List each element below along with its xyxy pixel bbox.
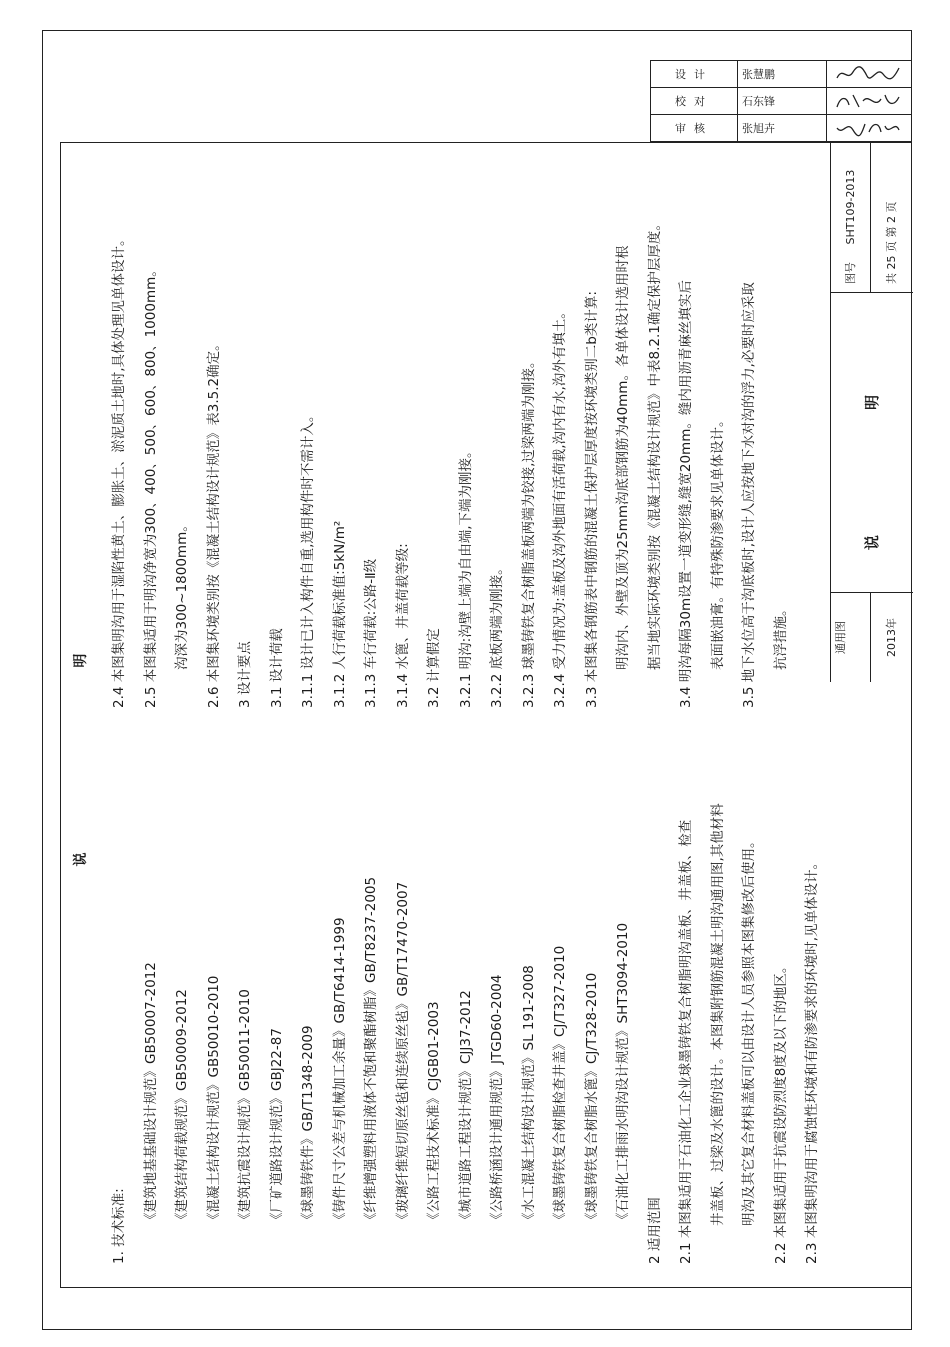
paragraph-line: 据当地实际环境类别按《混凝土结构设计规范》中表8.2.1确定保护层厚度。 <box>646 217 663 670</box>
standard-item: 《纤维增强塑料用液体不饱和聚酯树脂》GB/T8237-2005 <box>363 876 379 1226</box>
paragraph-line: 2.1 本图集适用于石油化工企业球墨铸铁复合树脂明沟盖板、井盖板、检查 <box>678 819 694 1264</box>
paragraph-line: 沟深为300~1800mm。 <box>174 518 190 670</box>
standard-item: 《建筑抗震设计规范》GB50011-2010 <box>237 989 253 1226</box>
standard-item: 《建筑结构荷载规范》GB50009-2012 <box>174 989 190 1226</box>
section-heading: 1. 技术标准: <box>111 1188 127 1264</box>
standard-item: 《城市道路工程设计规范》CJJ37-2012 <box>457 990 474 1226</box>
paragraph-line: 3.2.2 底板两端为刚接。 <box>489 561 505 708</box>
section-heading: 3 设计要点 <box>237 641 253 708</box>
paragraph-line: 明沟内、外壁及顶为25mm沟底部钢筋为40mm。各单体设计选用时根 <box>615 245 631 670</box>
paragraph-line: 抗浮措施。 <box>772 602 789 670</box>
person-name: 石东锋 <box>738 88 827 115</box>
paragraph-line: 3.2.3 球墨铸铁复合树脂盖板两端为铰接,过梁两端为刚接。 <box>520 354 537 708</box>
code-label: 图号 <box>844 262 857 284</box>
atlas-label <box>831 592 871 682</box>
section-heading: 2 适用范围 <box>646 1197 663 1264</box>
paragraph-line: 3.2.1 明沟:沟壁上端为自由端,下端为刚接。 <box>457 444 474 708</box>
standard-item: 《铸件尺寸公差与机械加工余量》GB/T6414-1999 <box>331 917 348 1226</box>
title-block <box>830 142 912 682</box>
standard-item: 《公路工程技术标准》CJGB01-2003 <box>426 1001 442 1226</box>
right-column <box>104 148 797 708</box>
standard-item: 《球墨铸铁复合树脂检查井盖》CJ/T327-2010 <box>552 945 568 1226</box>
person-name: 张旭卉 <box>738 115 827 142</box>
signature-row <box>651 88 912 115</box>
role-label: 校对 <box>651 88 738 115</box>
standard-item: 《厂矿道路设计规范》GBJ22-87 <box>268 1028 285 1226</box>
signature-row <box>651 61 912 88</box>
paragraph-line: 3.1.2 人行荷载标准值:5kN/m² <box>331 520 348 708</box>
paragraph-line: 表面嵌油膏。有特殊防渗要求见单体设计。 <box>709 413 726 670</box>
role-label: 审核 <box>651 115 738 142</box>
paragraph-line: 3.2.4 受力情况为:盖板及沟外地面有活荷载,沟内有水,沟外有填土。 <box>552 305 568 708</box>
drawing-code-cell <box>831 142 871 292</box>
paragraph-line: 3.4 明沟每隔30m设置一道变形缝,缝宽20mm。缝内用沥青麻丝填实后 <box>678 280 694 708</box>
standard-item: 《公路桥涵设计通用规范》JTGD60-2004 <box>489 974 505 1226</box>
paragraph-line: 3.1 设计荷载 <box>268 628 285 708</box>
paragraph-line: 2.4 本图集明沟用于湿陷性黄土、膨胀土、淤泥质土地时,具体处理见单体设计。 <box>111 232 127 708</box>
person-name: 张慧鹏 <box>738 61 827 88</box>
role-label: 设计 <box>651 61 738 88</box>
paragraph-line: 3.5 地下水位高于沟底板时,设计人应按地下水对沟的浮力,必要时应采取 <box>741 282 757 708</box>
paragraph-line: 井盖板、过梁及水篦的设计。本图集附钢筋混凝土明沟通用图,其他材料 <box>709 803 726 1226</box>
paragraph-line: 3.1.1 设计已计入构件自重,选用构件时不需计入。 <box>300 408 316 708</box>
title-block-title: 说 明 <box>831 292 913 592</box>
rotated-content-2 <box>60 142 912 1288</box>
standard-item: 《建筑地基基础设计规范》GB50007-2012 <box>142 962 159 1226</box>
paragraph-line: 2.2 本图集适用于抗震设防烈度8度及以下的地区。 <box>772 959 789 1264</box>
page-title: 说 明 <box>73 563 89 867</box>
page-count: 共 25 页 第 2 页 <box>885 201 898 284</box>
handwritten-signature <box>827 115 912 142</box>
paragraph-line: 3.1.4 水篦、井盖荷载等级: <box>394 543 411 708</box>
paragraph-line: 2.5 本图集适用于明沟净宽为300、400、500、600、800、1000mm。 <box>142 263 159 708</box>
handwritten-signature <box>827 61 912 88</box>
drawing-code: SHT109-2013 <box>844 169 857 245</box>
paragraph-line: 3.3 本图集各钢筋表中钢筋的混凝土保护层厚度按环境类别二b类计算: <box>583 291 600 708</box>
standard-item: 《球墨铸铁复合树脂水篦》CJ/T328-2010 <box>583 972 600 1226</box>
signature-table <box>650 60 912 142</box>
paragraph-line: 3.1.3 车行荷载:公路-Ⅱ级 <box>363 558 379 708</box>
paragraph-line: 2.3 本图集明沟用于腐蚀性环境和有防渗要求的环境时,见单体设计。 <box>804 855 820 1264</box>
paragraph-line: 2.6 本图集环境类别按《混凝土结构设计规范》表3.5.2确定。 <box>205 337 222 708</box>
paragraph-line: 明沟及其它复合材料盖板可以由设计人员参照本图集修改后使用。 <box>741 834 757 1226</box>
standard-item: 《石油化工排雨水明沟设计规范》SHT3094-2010 <box>615 922 631 1226</box>
year-cell: 2013年 <box>871 592 913 682</box>
atlas-label-text: 通用图 <box>834 621 847 654</box>
paragraph-line: 3.2 计算假定 <box>426 628 442 708</box>
standard-item: 《水工混凝土结构设计规范》SL 191-2008 <box>520 965 537 1226</box>
signature-row <box>651 115 912 142</box>
standard-item: 《玻璃纤维短切原丝毡和连续原丝毡》GB/T17470-2007 <box>394 881 411 1226</box>
standard-item: 《球墨铸铁件》GB/T1348-2009 <box>300 1025 316 1226</box>
standard-item: 《混凝土结构设计规范》GB50010-2010 <box>205 975 222 1226</box>
handwritten-signature <box>827 88 912 115</box>
